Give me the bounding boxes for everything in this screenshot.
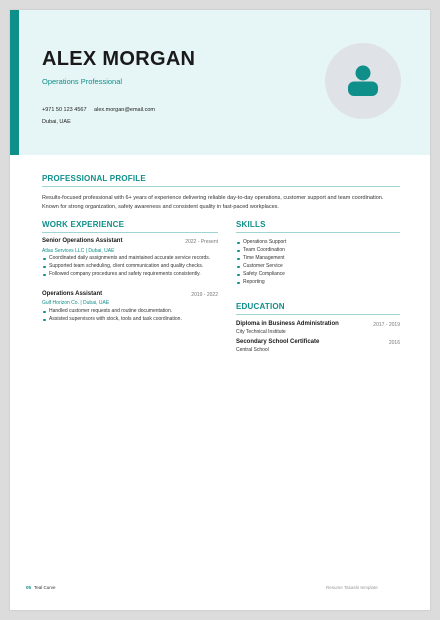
job-bullet: Coordinated daily assignments and maintained accurate service records. [42,255,220,262]
job-bullets [42,255,220,279]
profile-divider [42,186,400,187]
job-title: Operations Assistant [42,291,103,297]
skills-divider [236,232,400,233]
location: Dubai, UAE [42,119,71,125]
skill-item: Operations Support [236,239,400,246]
brand-mark: 05 [26,585,32,590]
avatar [325,43,401,119]
skill-item: Team Coordination [236,247,400,254]
candidate-name: ALEX MORGAN [42,48,196,70]
job-dates: 2019 - 2022 [191,292,218,298]
edu-dates: 2016 [388,340,400,346]
education-divider [236,314,400,315]
education-section-title: EDUCATION [236,302,285,311]
edu-degree: Secondary School Certificate [236,339,320,345]
contact-row [42,107,155,113]
job-bullet: Handled customer requests and routine documentation. [42,308,220,315]
resume-page [10,10,430,610]
edu-dates: 2017 - 2019 [373,322,400,328]
job-company: Atlas Services LLC | Dubai, UAE [42,248,115,254]
email-address: alex.morgan@email.com [94,107,155,113]
job-company: Gulf Horizon Co. | Dubai, UAE [42,300,110,306]
profile-summary: Results-focused professional with 6+ years of experience delivering reliable day-to-day operations, customer support and team coordination. Known for strong organization, safety awareness and consistent quality in fast-paced workplaces. [42,195,384,210]
skill-item: Customer Service [236,263,400,270]
candidate-role: Operations Professional [42,77,123,86]
skill-item: Time Management [236,255,400,262]
job-dates: 2022 - Present [185,239,218,245]
job-bullet: Assisted supervisors with stock, tools and task coordination. [42,316,220,323]
edu-degree: Diploma in Business Administration [236,321,339,327]
job-title: Senior Operations Assistant [42,238,123,244]
footer-template-label: Resume Tasashi template [326,585,378,590]
edu-school: City Technical Institute [236,329,286,335]
experience-divider [42,232,218,233]
phone-number: +971 50 123 4567 [42,107,87,113]
profile-section-title: PROFESSIONAL PROFILE [42,174,146,183]
job-bullet: Followed company procedures and safety requirements consistently. [42,271,220,278]
job-bullet: Supported team scheduling, client communication and quality checks. [42,263,220,270]
user-icon [346,64,380,98]
experience-section-title: WORK EXPERIENCE [42,220,125,229]
job-bullets [42,308,220,324]
resume-header [10,10,430,155]
skills-section-title: SKILLS [236,220,266,229]
skills-list [236,239,400,287]
brand-name: Teal Curve [34,585,56,590]
skill-item: Safety Compliance [236,271,400,278]
footer-brand [26,585,56,590]
accent-bar [10,10,19,155]
edu-school: Central School [236,347,269,353]
skill-item: Reporting [236,279,400,286]
